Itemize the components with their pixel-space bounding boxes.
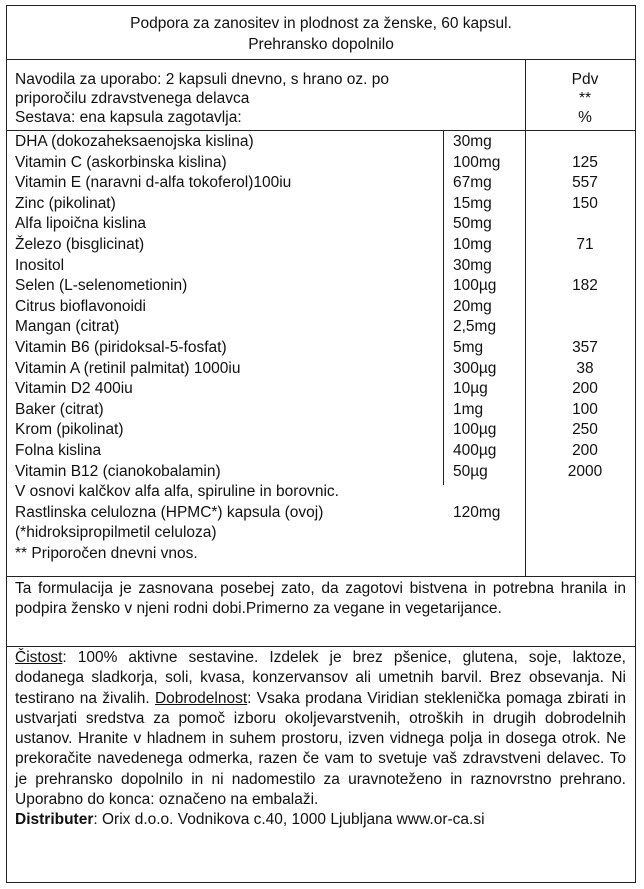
ingredient-amount: 100mg — [453, 153, 501, 171]
supplement-label — [6, 5, 636, 883]
ingredient-row — [7, 523, 633, 544]
ingredient-amount: 10µg — [453, 380, 488, 398]
distributor-text: : Orix d.o.o. Vodnikova c.40, 1000 Ljubljana www.or-ca.si — [93, 811, 485, 829]
ingredient-name: Baker (citrat) — [15, 400, 104, 418]
directions-line: Navodila za uporabo: 2 kapsuli dnevno, s hrano oz. po — [15, 71, 389, 88]
ingredient-name: Vitamin C (askorbinska kislina) — [15, 153, 227, 171]
ingredients-table — [7, 132, 633, 564]
divider — [7, 576, 635, 577]
label-header — [7, 13, 635, 55]
ingredient-name: (*hidroksipropilmetil celuloza) — [15, 524, 217, 542]
ingredient-row — [7, 256, 633, 277]
directions-line: priporočilu zdravstvenega delavca — [15, 90, 250, 107]
ingredient-name: Rastlinska celulozna (HPMC*) kapsula (ovoj) — [15, 503, 324, 521]
charity-text: : Vsaka prodana Viridian stekleničkа pomaga zbirati in ustvarjati sredstva za pomoč izboru okoljevarstvenih, otroških in drugih dobrodelnih ustanov. Hranite v hladnem in suhem prostoru, izven vidnega polja in dosega otrok. Ne prekoračite navedenega odmerka, razen če vam to svetuje vaš zdravstveni delavec. To je prehransko dopolnilo in ni nadomestilo za uravnoteženo in raznovrstno prehrano. Uporabno do konca: označeno na embalaži. — [15, 689, 626, 809]
ingredient-pdv: 38 — [576, 359, 594, 377]
ingredient-pdv: 200 — [572, 441, 598, 459]
ingredient-pdv: 182 — [572, 277, 598, 295]
ingredient-row — [7, 317, 633, 338]
divider — [7, 646, 635, 647]
ingredient-row — [7, 503, 633, 524]
ingredient-name: Alfa lipoična kislina — [15, 215, 146, 233]
ingredient-pdv: 357 — [572, 338, 598, 356]
ingredient-pdv: 71 — [576, 235, 594, 253]
ingredient-amount: 50µg — [453, 462, 488, 480]
ingredient-name: Krom (pikolinat) — [15, 421, 124, 439]
ingredient-amount: 15mg — [453, 194, 492, 212]
ingredient-name: Citrus bioflavonoidi — [15, 297, 146, 315]
ingredient-amount: 5mg — [453, 338, 484, 356]
ingredient-name: V osnovi kalčkov alfa alfa, spiruline in borovnic. — [15, 483, 339, 501]
ingredient-amount: 67mg — [453, 174, 492, 192]
ingredient-name: Vitamin E (naravni d-alfa tokoferol)100iu — [15, 174, 292, 192]
pdv-label: Pdv — [571, 71, 599, 88]
ingredient-name: Mangan (citrat) — [15, 318, 120, 336]
ingredient-pdv: 200 — [572, 380, 598, 398]
ingredient-pdv: 150 — [572, 194, 598, 212]
ingredient-name: Zinc (pikolinat) — [15, 194, 116, 212]
ingredient-pdv: 557 — [572, 174, 598, 192]
ingredient-name: Selen (L-selenometionin) — [15, 277, 188, 295]
ingredient-row — [7, 441, 633, 462]
ingredient-pdv: 100 — [572, 400, 598, 418]
ingredient-row — [7, 194, 633, 215]
ingredient-amount: 120mg — [453, 503, 501, 521]
purity-heading: Čistost — [15, 649, 63, 666]
product-title: Podpora za zanositev in plodnost za ženske, 60 kapsul. — [130, 15, 512, 32]
ingredient-amount: 400µg — [453, 441, 497, 459]
pdv-unit: % — [578, 109, 592, 126]
info-text — [15, 648, 626, 831]
divider — [7, 130, 635, 131]
ingredient-amount: 30mg — [453, 133, 492, 150]
ingredient-row — [7, 235, 633, 256]
ingredient-row — [7, 379, 633, 400]
ingredient-row — [7, 462, 633, 483]
ingredient-row — [7, 276, 633, 297]
ingredient-pdv: 2000 — [567, 462, 603, 480]
ingredient-row — [7, 482, 633, 503]
ingredient-row — [7, 544, 633, 565]
ingredient-name: ** Priporočen dnevni vnos. — [15, 544, 198, 562]
ingredient-amount: 1mg — [453, 400, 484, 418]
ingredient-amount: 50mg — [453, 215, 492, 233]
ingredient-pdv: 125 — [572, 153, 598, 171]
ingredient-pdv: 250 — [572, 421, 598, 439]
ingredient-name: Vitamin A (retinil palmitat) 1000iu — [15, 359, 241, 377]
ingredient-amount: 100µg — [453, 421, 497, 439]
ingredient-amount: 10mg — [453, 235, 492, 253]
product-subtitle: Prehransko dopolnilo — [248, 36, 394, 53]
ingredient-amount: 2,5mg — [453, 318, 497, 336]
directions — [15, 70, 515, 127]
pdv-header — [535, 70, 635, 127]
divider — [7, 59, 635, 60]
ingredient-name: DHA (dokozaheksaenojska kislina) — [15, 133, 254, 150]
ingredient-amount: 30mg — [453, 256, 492, 274]
ingredient-row — [7, 153, 633, 174]
ingredient-row — [7, 400, 633, 421]
ingredient-name: Vitamin B6 (piridoksal-5-fosfat) — [15, 338, 227, 356]
ingredient-row — [7, 214, 633, 235]
ingredient-row — [7, 359, 633, 380]
composition-heading: Sestava: ena kapsula zagotavlja: — [15, 109, 242, 126]
ingredient-name: Vitamin B12 (cianokobalamin) — [15, 462, 221, 480]
formulation-text: Ta formulacija je zasnovana posebej zato, da zagotovi bistvena in potrebna hranila in podpira žensko v njeni rodni dobi.Primerno za vegane in vegetarijance. — [15, 580, 626, 618]
distributor-label: Distributer — [15, 811, 94, 829]
purity-text: : 100% aktivne sestavine. Izdelek je brez pšenice, glutena, soje, laktoze, dodanega sladkorja, soli, kvasa, konzervansov ali umetnih barvil. Brez obsevanja. Ni testirano na živalih. — [15, 649, 626, 707]
ingredient-row — [7, 297, 633, 318]
ingredient-amount: 100µg — [453, 277, 497, 295]
ingredient-name: Železo (bisglicinat) — [15, 235, 145, 253]
ingredient-row — [7, 338, 633, 359]
charity-heading: Dobrodelnost — [154, 689, 248, 707]
ingredient-name: Inositol — [15, 256, 65, 274]
ingredient-row — [7, 420, 633, 441]
pdv-stars: ** — [578, 90, 592, 107]
ingredient-name: Folna kislina — [15, 441, 102, 459]
ingredient-amount: 300µg — [453, 359, 497, 377]
ingredient-row — [7, 132, 633, 153]
ingredient-row — [7, 173, 633, 194]
ingredient-amount: 20mg — [453, 297, 492, 315]
ingredient-name: Vitamin D2 400iu — [15, 380, 133, 398]
